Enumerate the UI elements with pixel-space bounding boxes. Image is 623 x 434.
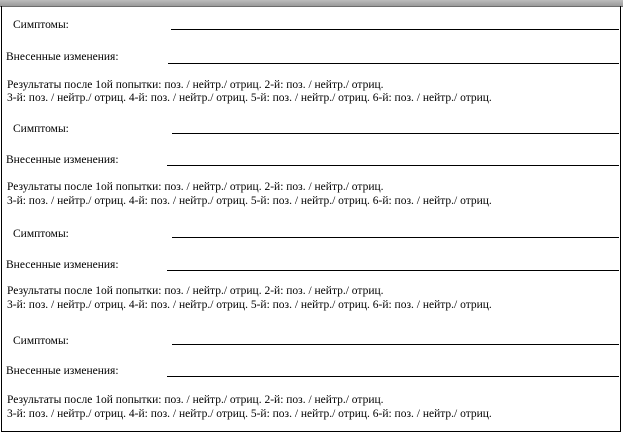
symptoms-fill-line[interactable] xyxy=(171,29,619,30)
results-line-2: 3-й: поз. / нейтр./ отриц. 4-й: поз. / нейтр./ отриц. 5-й: поз. / нейтр./ отриц. 6-й: поз. / нейтр./ отриц. xyxy=(7,408,492,420)
changes-label: Внесенные изменения: xyxy=(6,365,119,377)
symptoms-fill-line[interactable] xyxy=(172,344,619,345)
symptoms-label: Симптомы: xyxy=(13,228,69,240)
attempt-block-2 xyxy=(0,102,623,206)
symptoms-fill-line[interactable] xyxy=(172,237,619,238)
changes-fill-line[interactable] xyxy=(167,376,619,377)
results-line-2: 3-й: поз. / нейтр./ отриц. 4-й: поз. / нейтр./ отриц. 5-й: поз. / нейтр./ отриц. 6-й: поз. / нейтр./ отриц. xyxy=(7,92,492,104)
symptoms-label: Симптомы: xyxy=(13,19,69,31)
results-line-2: 3-й: поз. / нейтр./ отриц. 4-й: поз. / нейтр./ отриц. 5-й: поз. / нейтр./ отриц. 6-й: поз. / нейтр./ отриц. xyxy=(7,299,492,311)
symptoms-fill-line[interactable] xyxy=(172,133,619,134)
changes-fill-line[interactable] xyxy=(167,165,619,166)
attempt-block-3 xyxy=(0,205,623,309)
changes-label: Внесенные изменения: xyxy=(6,154,119,166)
symptoms-label: Симптомы: xyxy=(13,123,69,135)
results-line-1: Результаты после 1ой попытки: поз. / нейтр./ отриц. 2-й: поз. / нейтр./ отриц. xyxy=(7,181,384,193)
changes-label: Внесенные изменения: xyxy=(6,259,119,271)
attempt-block-4 xyxy=(0,310,623,420)
results-line-2: 3-й: поз. / нейтр./ отриц. 4-й: поз. / нейтр./ отриц. 5-й: поз. / нейтр./ отриц. 6-й: поз. / нейтр./ отриц. xyxy=(7,195,492,207)
changes-label: Внесенные изменения: xyxy=(6,51,119,63)
changes-fill-line[interactable] xyxy=(167,270,619,271)
results-line-1: Результаты после 1ой попытки: поз. / нейтр./ отриц. 2-й: поз. / нейтр./ отриц. xyxy=(7,79,384,91)
attempt-block-1 xyxy=(0,0,623,104)
symptoms-label: Симптомы: xyxy=(13,335,69,347)
changes-fill-line[interactable] xyxy=(168,63,619,64)
results-line-1: Результаты после 1ой попытки: поз. / нейтр./ отриц. 2-й: поз. / нейтр./ отриц. xyxy=(7,285,384,297)
results-line-1: Результаты после 1ой попытки: поз. / нейтр./ отриц. 2-й: поз. / нейтр./ отриц. xyxy=(7,394,384,406)
